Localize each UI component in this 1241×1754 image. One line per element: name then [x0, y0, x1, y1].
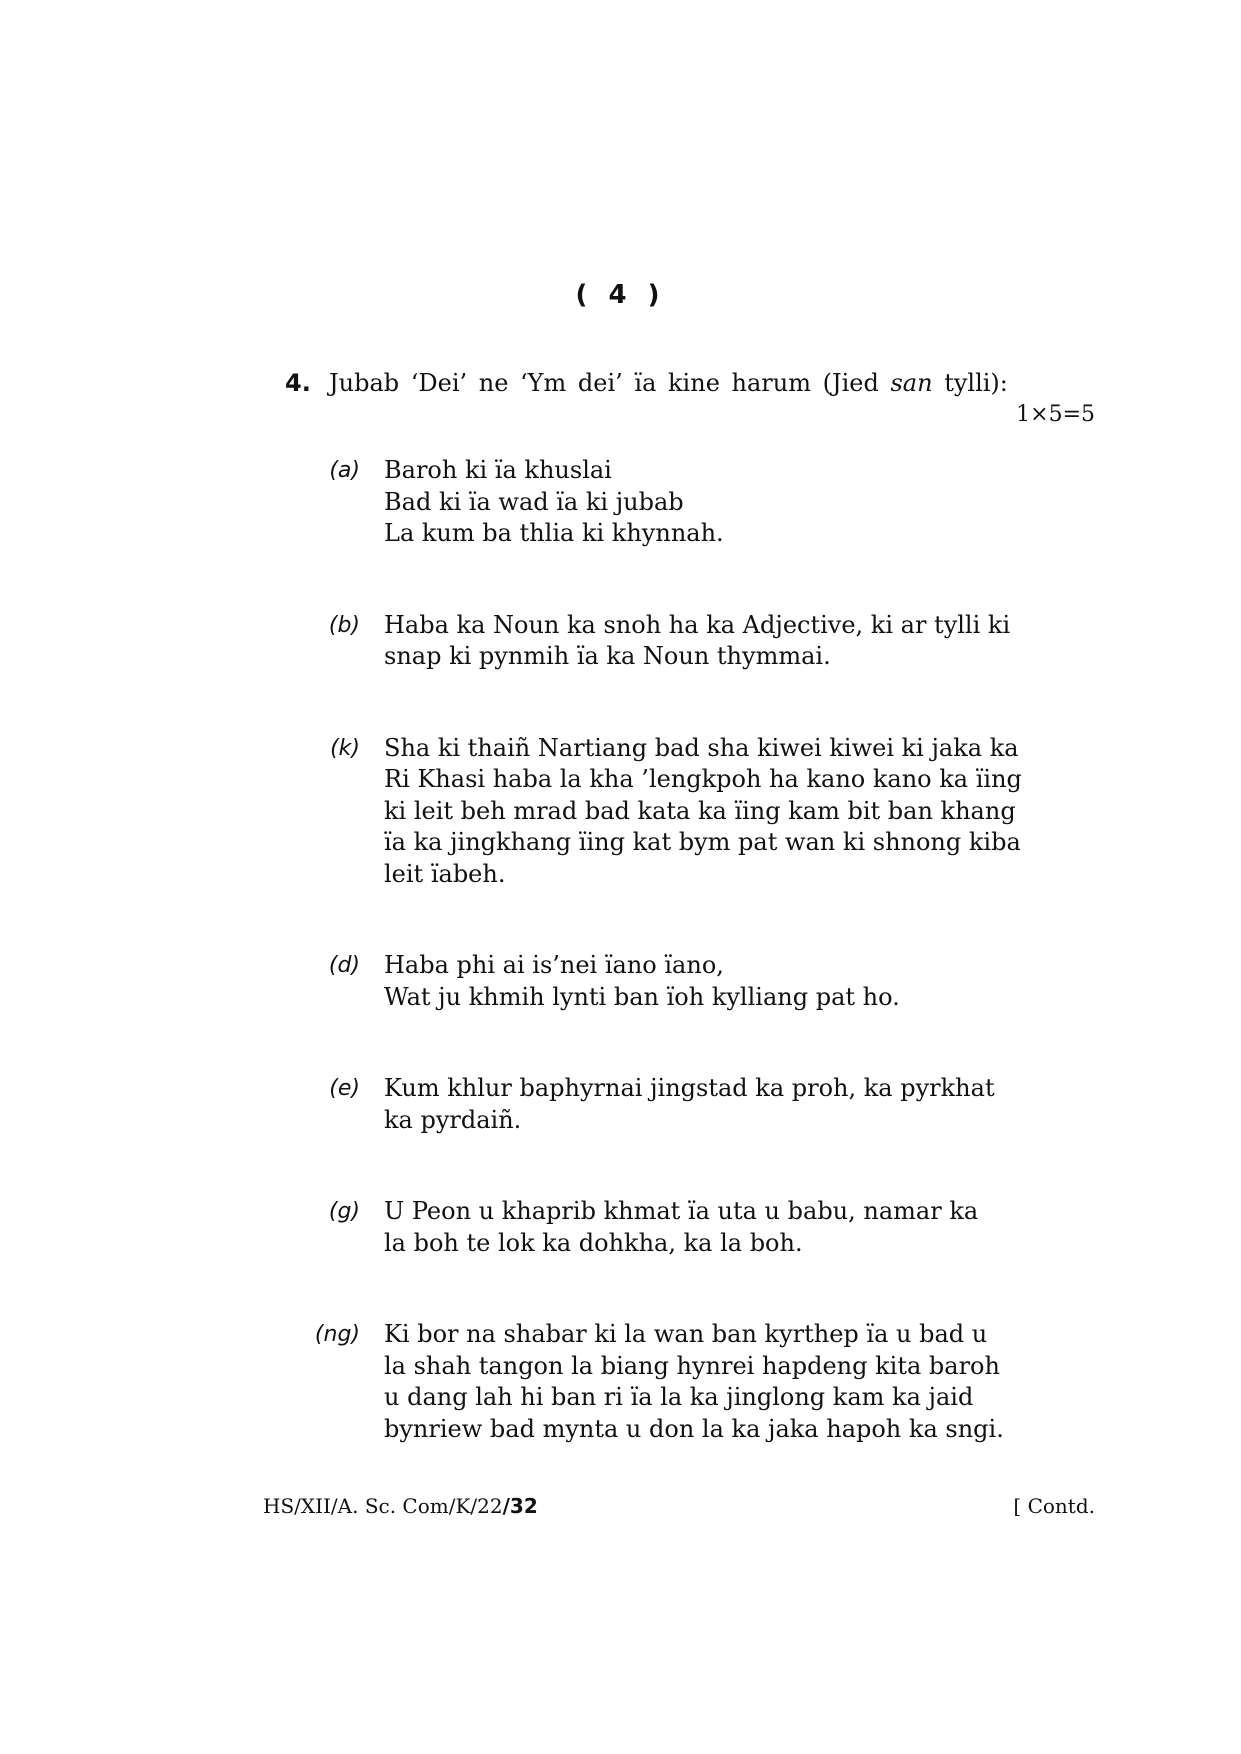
item-k	[300, 733, 1040, 891]
item-d	[300, 950, 1040, 1013]
item-line: Kum khlur baphyrnai jingstad ka proh, ka pyrkhat	[384, 1074, 995, 1102]
item-line: U Peon u khaprib khmat ïa uta u babu, namar ka	[384, 1197, 979, 1225]
question-text-end: tylli):	[944, 369, 1008, 397]
item-line: ki leit beh mrad bad kata ka ïing kam bit ban khang	[384, 796, 1016, 825]
item-line: Ri Khasi haba la kha ’lengkpoh ha kano kano ka ïing	[384, 765, 1022, 793]
paper-code	[263, 1494, 538, 1518]
question-text-start: Jubab ‘Dei’ ne ‘Ym dei’ ïa kine harum (Jied	[329, 369, 879, 397]
item-line: ka pyrdaiñ.	[384, 1105, 522, 1134]
item-b	[300, 610, 1040, 673]
item-label: (d)	[328, 953, 360, 978]
item-label: (k)	[330, 735, 360, 761]
item-ng	[300, 1319, 1040, 1445]
item-line: ïa ka jingkhang ïing kat bym pat wan ki shnong kiba	[384, 828, 1021, 856]
item-line: Bad ki ïa wad ïa ki jubab	[384, 487, 684, 516]
item-line: Baroh ki ïa khuslai	[384, 456, 612, 484]
item-line: Haba phi ai is’nei ïano ïano,	[384, 951, 724, 979]
item-line: La kum ba thlia ki khynnah.	[384, 519, 724, 547]
item-line: snap ki pynmih ïa ka Noun thymmai.	[384, 642, 831, 670]
item-line: Wat ju khmih lynti ban ïoh kylliang pat ho.	[384, 982, 900, 1011]
item-line: Haba ka Noun ka snoh ha ka Adjective, ki ar tylli ki	[384, 610, 1011, 639]
item-line: Sha ki thaiñ Nartiang bad sha kiwei kiwei ki jaka ka	[384, 733, 1019, 762]
item-line: la shah tangon la biang hynrei hapdeng kita baroh	[384, 1351, 1000, 1380]
item-e	[300, 1073, 1040, 1136]
paper-code-prefix: HS/XII/A. Sc. Com/K/22	[263, 1494, 503, 1518]
item-line: la boh te lok ka dohkha, ka la boh.	[384, 1228, 803, 1257]
paper-code-suffix: /32	[502, 1494, 538, 1518]
page-number: ( 4 )	[575, 280, 666, 310]
item-label: (e)	[329, 1076, 360, 1101]
item-label: (g)	[328, 1199, 360, 1224]
item-a	[300, 455, 1040, 550]
question-4	[285, 366, 1095, 430]
question-items	[300, 455, 1040, 1445]
item-line: Ki bor na shabar ki la wan ban kyrthep ïa u bad u	[384, 1320, 988, 1348]
item-line: u dang lah hi ban ri ïa la ka jinglong kam ka jaid	[384, 1383, 974, 1411]
question-text	[329, 366, 1008, 400]
item-label: (a)	[329, 458, 360, 483]
question-header	[285, 366, 1095, 400]
item-label: (ng)	[314, 1322, 360, 1347]
question-number: 4.	[285, 369, 311, 397]
question-marks: 1×5=5	[1016, 402, 1095, 427]
item-g	[300, 1196, 1040, 1259]
item-label: (b)	[328, 612, 360, 638]
contd-note: [ Contd.	[1013, 1494, 1095, 1518]
question-text-italic: san	[890, 369, 933, 397]
item-line: leit ïabeh.	[384, 859, 506, 888]
item-line: bynriew bad mynta u don la ka jaka hapoh ka sngi.	[384, 1414, 1004, 1443]
